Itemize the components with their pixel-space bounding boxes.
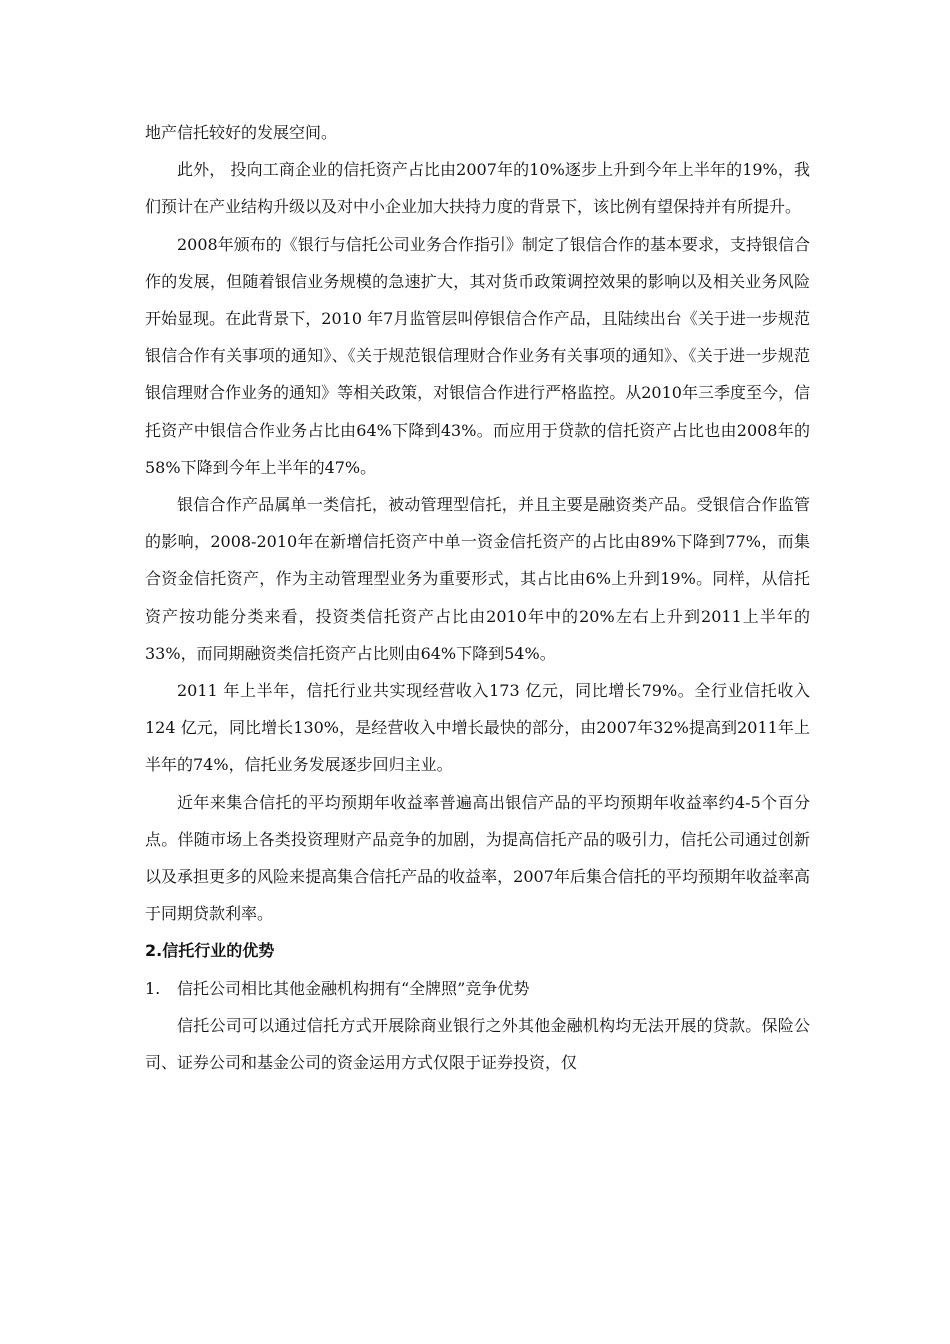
list-item-number: 1. [145,978,161,998]
paragraph-single-trust: 银信合作产品属单一类信托，被动管理型信托，并且主要是融资类产品。受银信合作监管的影响，2008-2010年在新增信托资产中单一资金信托资产的占比由89%下降到77%，而集合资金信托资产，作为主动管理型业务为重要形式，其占比由6%上升到19%。同样，从信托资产按功能分类来看，投资类信托资产占比由2010年中的20%左右上升到2011上半年的33%，而同期融资类信托资产占比则由64%下降到54%。 [145,495,810,663]
section-heading: 2.信托行业的优势 [145,941,275,961]
list-item-text: 信托公司相比其他金融机构拥有“全牌照”竞争优势 [177,978,530,998]
paragraph-full-license: 信托公司可以通过信托方式开展除商业银行之外其他金融机构均无法开展的贷款。保险公司、证券公司和基金公司的资金运用方式仅限于证券投资，仅 [145,1015,810,1073]
document-page [145,114,810,1081]
paragraph-bank-trust-guidance: 2008年颁布的《银行与信托公司业务合作指引》制定了银信合作的基本要求，支持银信合作的发展，但随着银信业务规模的急速扩大，其对货币政策调控效果的影响以及相关业务风险开始显现。在此背景下，2010 年7月监管层叫停银信合作产品，且陆续出台《关于进一步规范银信合作有关事项的通知》、《关于规范银信理财合作业务有关事项的通知》、《关于进一步规范银信理财合作业务的通知》等相关政策，对银信合作进行严格监控。从2010年三季度至今，信托资产中银信合作业务占比由64%下降到43%。而应用于贷款的信托资产占比也由2008年的58%下降到今年上半年的47%。 [145,234,810,477]
list-item [145,970,810,1007]
paragraph-continuation: 地产信托较好的发展空间。 [145,123,338,142]
paragraph-revenue-2011: 2011 年上半年，信托行业共实现经营收入173 亿元，同比增长79%。全行业信托收入124 亿元，同比增长130%，是经营收入中增长最快的部分，由2007年32%提高到2011年上半年的74%，信托业务发展逐步回归主业。 [145,681,810,775]
paragraph-yield-rates: 近年来集合信托的平均预期年收益率普遍高出银信产品的平均预期年收益率约4-5个百分点。伴随市场上各类投资理财产品竞争的加剧，为提高信托产品的吸引力，信托公司通过创新以及承担更多的风险来提高集合信托产品的收益率，2007年后集合信托的平均预期年收益率高于同期贷款利率。 [145,792,810,924]
paragraph-industrial-assets: 此外， 投向工商企业的信托资产占比由2007年的10%逐步上升到今年上半年的19%，我们预计在产业结构升级以及对中小企业加大扶持力度的背景下，该比例有望保持并有所提升。 [145,160,810,217]
